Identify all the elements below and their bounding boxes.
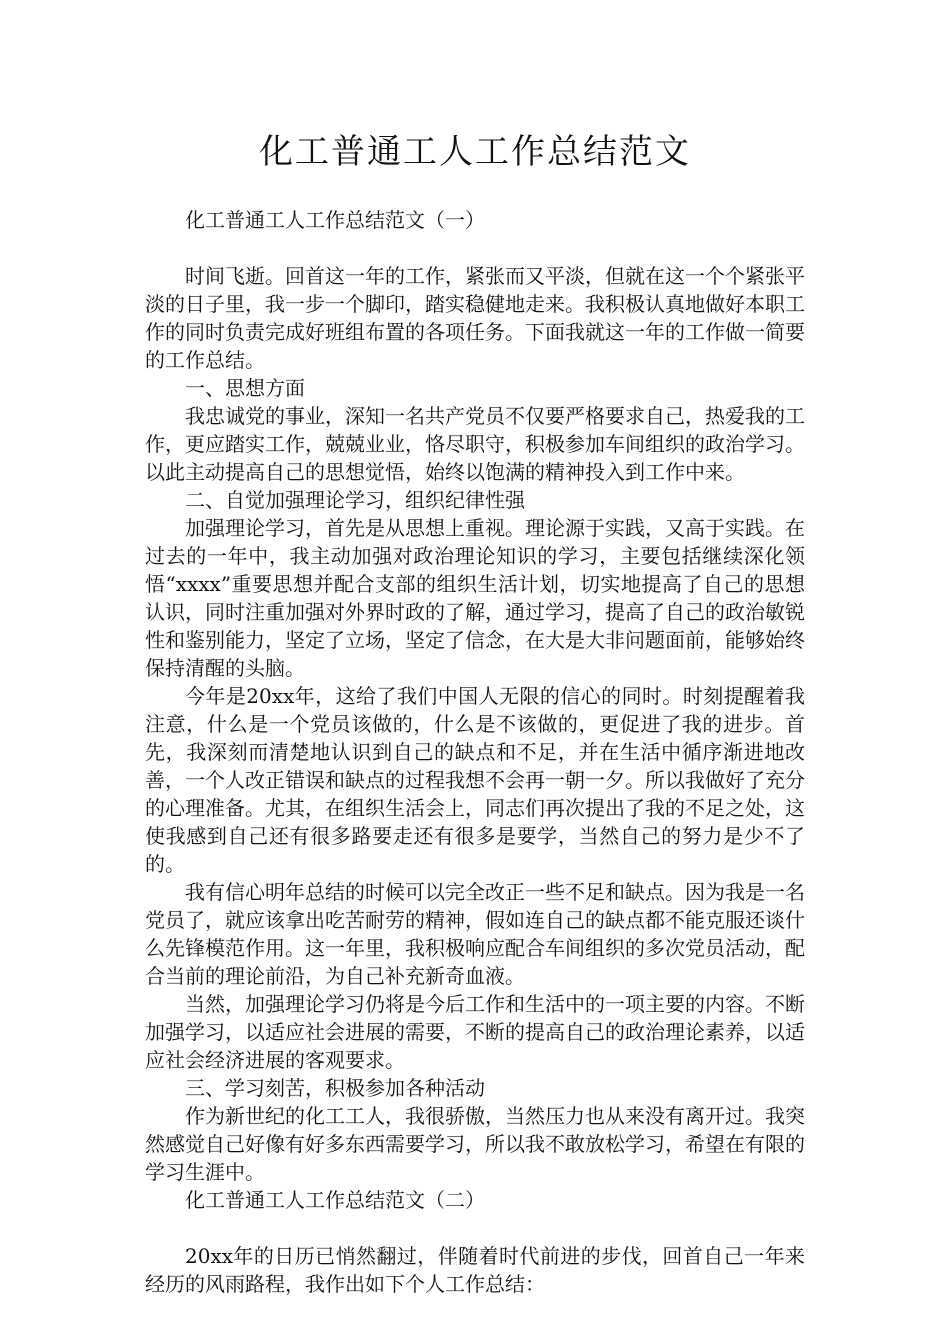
paragraph: 我忠诚党的事业，深知一名共产党员不仅要严格要求自己，热爱我的工作，更应踏实工作，兢兢业业，恪尽职守，积极参加车间组织的政治学习。以此主动提高自己的思想觉悟，始终以饱满的精神投入到工作中来。 [145, 404, 805, 484]
spacer [145, 1214, 805, 1242]
paragraph: 我有信心明年总结的时候可以完全改正一些不足和缺点。因为我是一名党员了，就应该拿出吃苦耐劳的精神，假如连自己的缺点都不能克服还谈什么先锋模范作用。这一年里，我积极响应配合车间组织的多次党员活动，配合当前的理论前沿，为自己补充新奇血液。 [145, 880, 805, 988]
paragraph: 时间飞逝。回首这一年的工作，紧张而又平淡，但就在这一个个紧张平淡的日子里，我一步一个脚印，踏实稳健地走来。我积极认真地做好本职工作的同时负责完成好班组布置的各项任务。下面我就这一年的工作做一简要的工作总结。 [145, 264, 805, 372]
spacer [145, 234, 805, 262]
paragraph: 20xx年的日历已悄然翻过，伴随着时代前进的步伐，回首自己一年来经历的风雨路程，我作出如下个人工作总结： [145, 1244, 805, 1296]
paragraph: 当然，加强理论学习仍将是今后工作和生活中的一项主要的内容。不断加强学习，以适应社会进展的需要，不断的提高自己的政治理论素养，以适应社会经济进展的客观要求。 [145, 992, 805, 1072]
document-page [145, 128, 805, 1298]
section-heading-1: 化工普通工人工作总结范文（一） [185, 208, 485, 232]
paragraph: 加强理论学习，首先是从思想上重视。理论源于实践，又高于实践。在过去的一年中，我主动加强对政治理论知识的学习，主要包括继续深化领悟“xxxx”重要思想并配合支部的组织生活计划，切实地提高了自己的思想认识，同时注重加强对外界时政的了解，通过学习，提高了自己的政治敏锐性和鉴别能力，坚定了立场，坚定了信念，在大是大非问题面前，能够始终保持清醒的头脑。 [145, 516, 805, 680]
document-title: 化工普通工人工作总结范文 [259, 132, 691, 172]
subheading-thought: 一、思想方面 [185, 376, 305, 400]
subheading-theory-study: 二、自觉加强理论学习，组织纪律性强 [185, 488, 525, 512]
section-heading-2: 化工普通工人工作总结范文（二） [185, 1188, 485, 1212]
subheading-activities: 三、学习刻苦，积极参加各种活动 [185, 1076, 485, 1100]
paragraph: 今年是20xx年，这给了我们中国人无限的信心的同时。时刻提醒着我注意，什么是一个党员该做的，什么是不该做的，更促进了我的进步。首先，我深刻而清楚地认识到自己的缺点和不足，并在生活中循序渐进地改善，一个人改正错误和缺点的过程我想不会再一朝一夕。所以我做好了充分的心理准备。尤其，在组织生活会上，同志们再次提出了我的不足之处，这使我感到自己还有很多路要走还有很多是要学，当然自己的努力是少不了的。 [145, 684, 805, 876]
paragraph: 作为新世纪的化工工人，我很骄傲，当然压力也从来没有离开过。我突然感觉自己好像有好多东西需要学习，所以我不敢放松学习，希望在有限的学习生涯中。 [145, 1104, 805, 1184]
